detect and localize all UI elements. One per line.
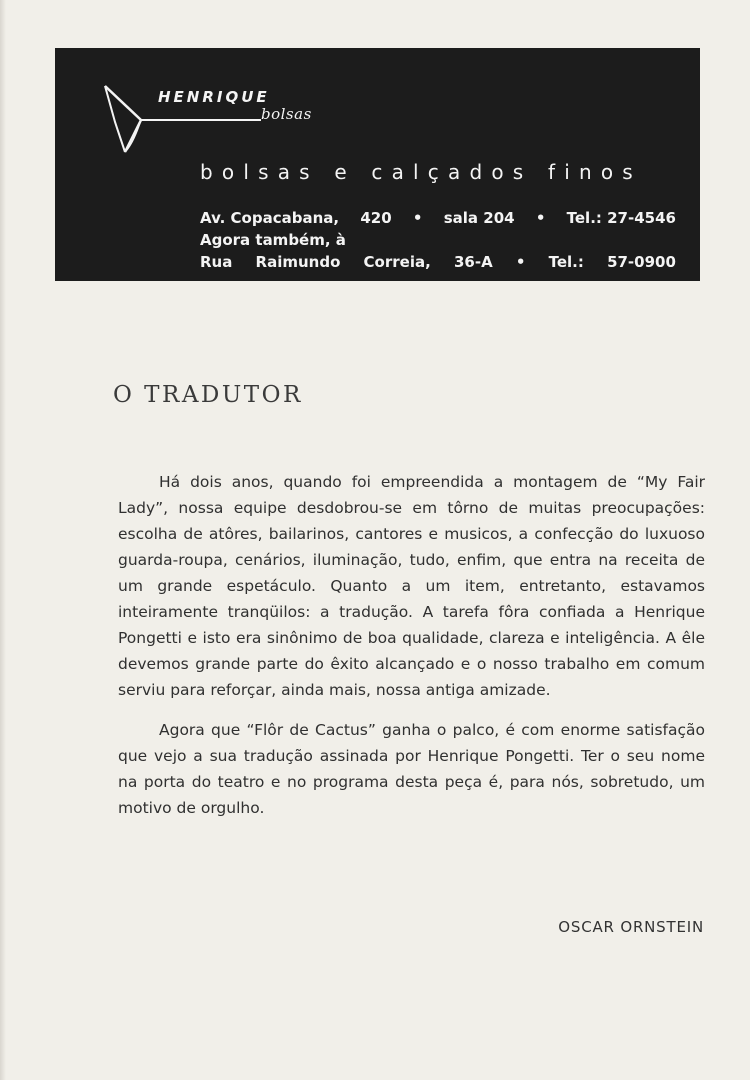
brand-name: HENRIQUE bbox=[158, 88, 270, 106]
address-line-2: Agora também, à bbox=[200, 231, 346, 249]
ad-tagline: bolsas e calçados finos bbox=[200, 160, 642, 184]
author-signature: OSCAR ORNSTEIN bbox=[558, 918, 704, 936]
article-paragraph-1: Há dois anos, quando foi empreendida a montagem de “My Fair Lady”, nossa equipe desdobrou-se em tôrno de muitas preocupações: escolha de atôres, bailarinos, cantores e musicos, a confecção do luxuoso guarda-roupa, cenários, iluminação, tudo, enfim, que entra na receita de um grande espetáculo. Quanto a um item, entretanto, estavamos inteiramente tranqüilos: a tradução. A tarefa fôra confiada a Henrique Pongetti e isto era sinônimo de boa qualidade, clareza e inteligência. A êle devemos grande parte do êxito alcançado e o nosso trabalho em comum serviu para reforçar, ainda mais, nossa antiga amizade. bbox=[118, 473, 705, 699]
article-paragraph-2: Agora que “Flôr de Cactus” ganha o palco, é com enorme satisfação que vejo a sua tradução assinada por Henrique Pongetti. Ter o seu nome na porta do teatro e no programa desta peça é, para nós, sobretudo, um motivo de orgulho. bbox=[118, 721, 705, 817]
advertisement-banner bbox=[55, 48, 700, 281]
address-line-3: Rua Raimundo Correia, 36-A • Tel.: 57-0900 bbox=[200, 253, 676, 271]
brand-script: bolsas bbox=[261, 105, 312, 123]
address-line-1: Av. Copacabana, 420 • sala 204 • Tel.: 27-4546 bbox=[200, 209, 676, 227]
article-body bbox=[118, 469, 705, 835]
article-title: O TRADUTOR bbox=[113, 382, 303, 408]
page-edge bbox=[0, 0, 6, 1080]
